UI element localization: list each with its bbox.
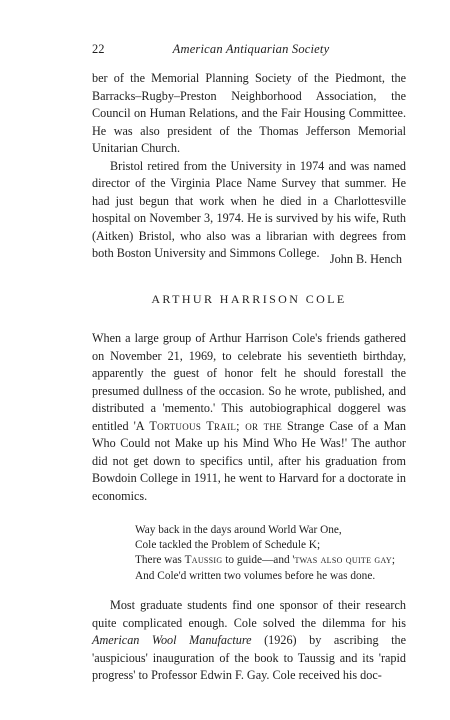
section-title: ARTHUR HARRISON COLE xyxy=(151,292,347,306)
text-run: (1926) by ascribing the 'auspicious' inauguration of the book to Taussig and its 'rapid progress' to Professor Edwin F. Gay. Cole received his doc- xyxy=(92,633,406,682)
cole-opening xyxy=(92,330,406,505)
paragraph-dissertation xyxy=(92,597,406,685)
running-head xyxy=(92,42,410,58)
verse-phrase: twas also quite gay xyxy=(294,554,392,567)
obituary-continuation xyxy=(92,70,406,263)
memento-title: A Tortuous Trail; or the xyxy=(135,418,283,433)
verse-block xyxy=(135,523,415,584)
paragraph-retirement: Bristol retired from the University in 1974 and was named director of the Virginia Place Name Survey that summer. He had just begun that work when he died in a Charlottesville hospital on November 3, 1974. He is survived by his wife, Ruth (Aitken) Bristol, who also was a librarian with degrees from both Boston University and Simmons College. xyxy=(92,158,406,260)
paragraph-birthday xyxy=(92,330,406,505)
text-run: When a large group of Arthur Harrison Cole's friends gathered on November 21, 1969, to celebrate his seventieth birthday, apparently the guest of honor felt he should forestall the presumed dullness of the occasion. So he wrote, published, and distributed a 'memento.' This autobiographical doggerel was entitled ' xyxy=(92,331,406,433)
text-run: There was xyxy=(135,554,185,567)
text-run: Strange Case of a Man Who Could not Make up his Mind Who He Was!' The author did not get down to specifics until, after his graduation from Bowdoin College in 1911, he went to Harvard for a doctorate in economics. xyxy=(92,418,407,503)
verse-name: Taussig xyxy=(184,554,223,567)
verse-line-1: Way back in the days around World War One, xyxy=(135,524,342,536)
verse-line-4: And Cole'd written two volumes before he was done. xyxy=(135,569,376,582)
cole-continued xyxy=(92,597,406,685)
text-run: ; xyxy=(391,554,396,567)
journal-title: American Antiquarian Society xyxy=(172,42,330,56)
verse-line-3 xyxy=(135,553,415,568)
verse-line-2: Cole tackled the Problem of Schedule K; xyxy=(135,539,321,552)
text-run: Most graduate students find one sponsor of their research quite complicated enough. Cole solved the dilemma for his xyxy=(92,598,406,630)
text-run: to guide—and ' xyxy=(222,554,295,567)
book-title: American Wool Manufacture xyxy=(92,633,252,647)
paragraph-continued: ber of the Memorial Planning Society of the Piedmont, the Barracks–Rugby–Preston Neighborhood Association, the Council on Human Relations, and the Fair Housing Committee. He was also president of the Thomas Jefferson Memorial Unitarian Church. xyxy=(92,71,406,155)
page-number: 22 xyxy=(92,42,105,56)
author-signature: John B. Hench xyxy=(329,252,402,266)
